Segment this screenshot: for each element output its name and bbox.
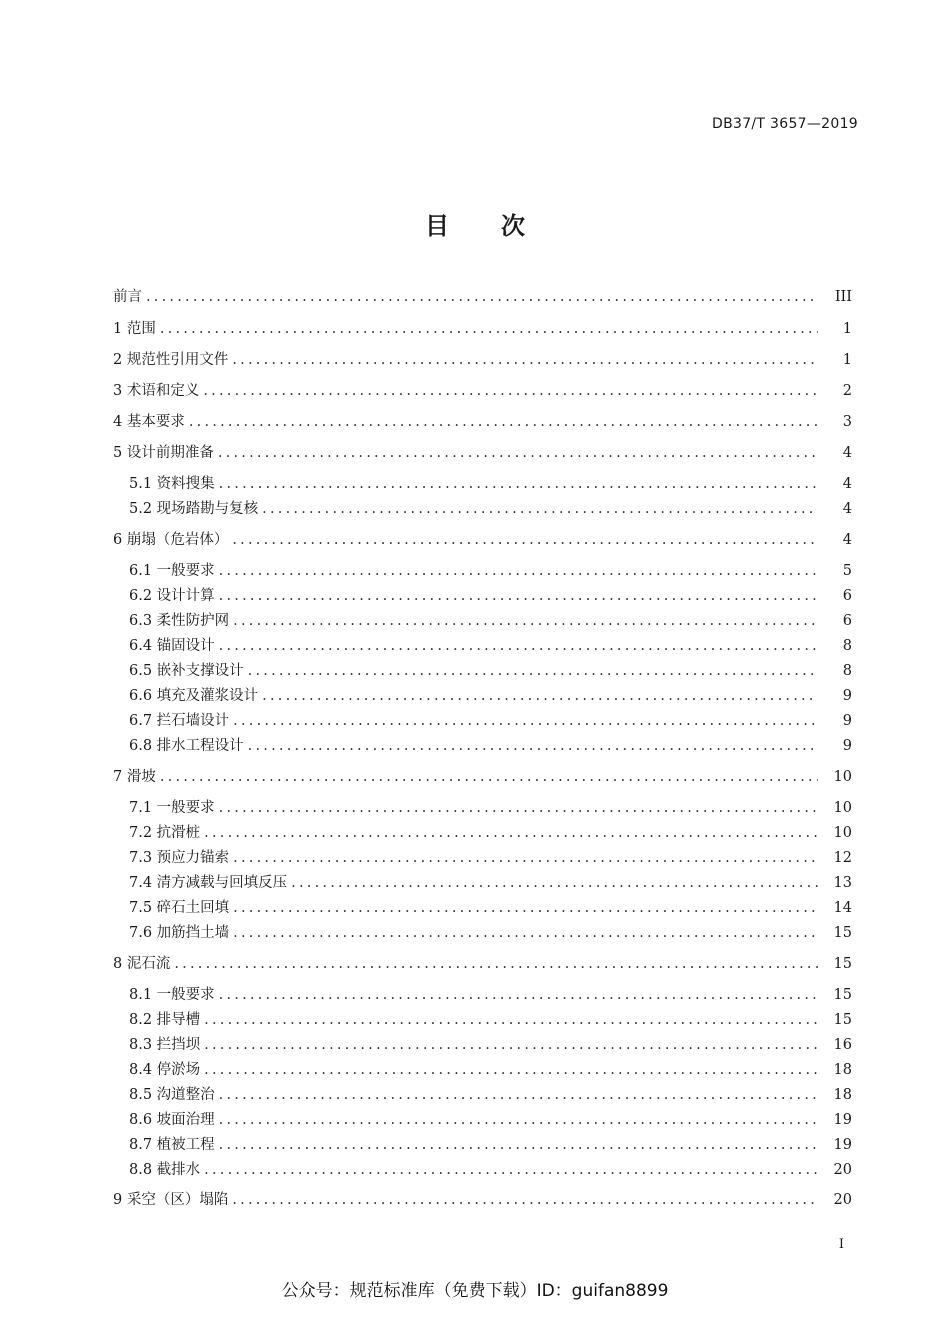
title-char-1: 目 — [425, 212, 449, 240]
dot-leader — [232, 350, 818, 370]
dot-leader — [262, 499, 818, 519]
toc-entry[interactable] — [113, 443, 852, 463]
toc-entry-page: 1 — [842, 321, 852, 337]
dot-leader — [174, 954, 818, 974]
dot-leader — [204, 1060, 818, 1080]
dot-leader — [146, 287, 818, 307]
toc-entry-label: 7.5 碎石土回填 — [129, 900, 230, 916]
toc-entry-page: 15 — [833, 956, 852, 972]
dot-leader — [219, 985, 818, 1005]
toc-entry[interactable] — [129, 1035, 852, 1055]
toc-entry-page: 16 — [833, 1037, 852, 1053]
toc-entry-label: 8.1 一般要求 — [129, 987, 215, 1003]
dot-leader — [160, 767, 818, 787]
toc-entry-label: 9 采空（区）塌陷 — [113, 1192, 229, 1208]
toc-entry-page: 14 — [833, 900, 852, 916]
toc-entry-page: 15 — [833, 1012, 852, 1028]
toc-entry[interactable] — [113, 954, 852, 974]
toc-entry-label: 6.4 锚固设计 — [129, 638, 215, 654]
toc-entry-page: 9 — [842, 688, 852, 704]
toc-entry-label: 3 术语和定义 — [113, 383, 200, 399]
toc-entry-page: 20 — [833, 1192, 852, 1208]
page-number: I — [838, 1237, 844, 1252]
toc-entry-page: 4 — [842, 476, 852, 492]
dot-leader — [232, 530, 818, 550]
dot-leader — [262, 686, 818, 706]
title-char-2: 次 — [501, 212, 525, 240]
toc-entry-page: 4 — [842, 445, 852, 461]
footer-note: 公众号：规范标准库（免费下载）ID：guifan8899 — [281, 1281, 669, 1301]
toc-entry[interactable] — [129, 1135, 852, 1155]
toc-entry-label: 5.1 资料搜集 — [129, 476, 215, 492]
toc-entry-label: 前言 — [113, 289, 142, 305]
toc-entry-page: 9 — [842, 713, 852, 729]
dot-leader — [189, 412, 818, 432]
toc-entry-page: 19 — [833, 1112, 852, 1128]
toc-entry-page: 15 — [833, 925, 852, 941]
toc-entry-label: 7.1 一般要求 — [129, 800, 215, 816]
toc-entry-label: 7.3 预应力锚索 — [129, 850, 230, 866]
dot-leader — [218, 443, 818, 463]
toc-entry[interactable] — [129, 985, 852, 1005]
toc-entry-page: 10 — [833, 825, 852, 841]
dot-leader — [219, 1135, 818, 1155]
toc-entry-page: 6 — [842, 613, 852, 629]
toc-entry[interactable] — [113, 767, 852, 787]
toc-entry[interactable] — [129, 711, 852, 731]
toc-entry-label: 8.7 植被工程 — [129, 1137, 215, 1153]
toc-entry-label: 8.3 拦挡坝 — [129, 1037, 201, 1053]
dot-leader — [232, 1190, 818, 1210]
toc-entry-label: 6.5 嵌补支撑设计 — [129, 663, 244, 679]
toc-entry[interactable] — [129, 736, 852, 756]
dot-leader — [204, 1010, 818, 1030]
dot-leader — [233, 898, 818, 918]
toc-entry-label: 2 规范性引用文件 — [113, 352, 229, 368]
dot-leader — [219, 586, 818, 606]
toc-entry-label: 8.6 坡面治理 — [129, 1112, 215, 1128]
toc-entry-label: 6.1 一般要求 — [129, 563, 215, 579]
toc-entry-label: 8.8 截排水 — [129, 1162, 201, 1178]
toc-entry-page: 4 — [842, 501, 852, 517]
toc-entry-label: 6.2 设计计算 — [129, 588, 215, 604]
toc-entry-page: 1 — [842, 352, 852, 368]
toc-entry-page: 3 — [842, 414, 852, 430]
toc-entry[interactable] — [129, 1010, 852, 1030]
toc-entry[interactable] — [129, 686, 852, 706]
dot-leader — [291, 873, 818, 893]
toc-entry-label: 5.2 现场踏勘与复核 — [129, 501, 259, 517]
toc-entry-page: 12 — [833, 850, 852, 866]
toc-entry-label: 6.6 填充及灌浆设计 — [129, 688, 259, 704]
toc-entry-page: 20 — [833, 1162, 852, 1178]
dot-leader — [160, 319, 818, 339]
toc-entry[interactable] — [113, 412, 852, 432]
toc-entry-page: 9 — [842, 738, 852, 754]
toc-entry[interactable] — [129, 1110, 852, 1130]
toc-entry-page: 5 — [842, 563, 852, 579]
toc-entry-label: 7 滑坡 — [113, 769, 156, 785]
toc-entry[interactable] — [113, 1190, 852, 1210]
toc-entry[interactable] — [113, 350, 852, 370]
toc-entry[interactable] — [129, 823, 852, 843]
toc-entry-label: 8 泥石流 — [113, 956, 171, 972]
toc-entry-label: 4 基本要求 — [113, 414, 185, 430]
toc-entry-label: 8.5 沟道整治 — [129, 1087, 215, 1103]
toc-entry-page: III — [834, 289, 852, 305]
dot-leader — [248, 661, 818, 681]
dot-leader — [219, 1085, 818, 1105]
toc-entry[interactable] — [129, 1060, 852, 1080]
toc-entry-page: 15 — [833, 987, 852, 1003]
dot-leader — [219, 1110, 818, 1130]
toc-entry[interactable] — [129, 1085, 852, 1105]
dot-leader — [203, 381, 818, 401]
dot-leader — [233, 711, 818, 731]
toc-entry-label: 6 崩塌（危岩体） — [113, 532, 229, 548]
toc-entry-page: 8 — [842, 663, 852, 679]
toc-entry[interactable] — [129, 561, 852, 581]
toc-entry[interactable] — [129, 898, 852, 918]
toc-entry-page: 18 — [833, 1062, 852, 1078]
dot-leader — [233, 923, 818, 943]
toc-entry-page: 10 — [833, 769, 852, 785]
toc-entry-label: 1 范围 — [113, 321, 156, 337]
toc-entry[interactable] — [113, 287, 852, 307]
dot-leader — [219, 636, 818, 656]
dot-leader — [233, 848, 818, 868]
dot-leader — [204, 823, 818, 843]
toc-entry-label: 6.8 排水工程设计 — [129, 738, 244, 754]
toc-entry-page: 19 — [833, 1137, 852, 1153]
toc-entry-page: 8 — [842, 638, 852, 654]
toc-entry-page: 18 — [833, 1087, 852, 1103]
toc-entry-label: 6.3 柔性防护网 — [129, 613, 230, 629]
dot-leader — [219, 798, 818, 818]
toc-entry-label: 8.2 排导槽 — [129, 1012, 201, 1028]
toc-entry-page: 10 — [833, 800, 852, 816]
dot-leader — [219, 561, 818, 581]
toc-entry[interactable] — [129, 1160, 852, 1180]
toc-entry-label: 5 设计前期准备 — [113, 445, 214, 461]
toc-entry-page: 13 — [833, 875, 852, 891]
toc-entry[interactable] — [129, 923, 852, 943]
toc-entry-label: 7.4 清方减载与回填反压 — [129, 875, 288, 891]
document-code: DB37/T 3657—2019 — [712, 116, 858, 132]
toc-entry[interactable] — [113, 530, 852, 550]
toc-entry[interactable] — [129, 474, 852, 494]
dot-leader — [204, 1035, 818, 1055]
toc-entry[interactable] — [113, 319, 852, 339]
toc-entry-label: 7.2 抗滑桩 — [129, 825, 201, 841]
toc-entry[interactable] — [129, 586, 852, 606]
dot-leader — [248, 736, 818, 756]
toc-entry[interactable] — [129, 499, 852, 519]
toc-entry[interactable] — [113, 381, 852, 401]
toc-entry-page: 4 — [842, 532, 852, 548]
toc-entry[interactable] — [129, 611, 852, 631]
toc-entry-label: 6.7 拦石墙设计 — [129, 713, 230, 729]
dot-leader — [219, 474, 818, 494]
toc-entry-label: 8.4 停淤场 — [129, 1062, 201, 1078]
toc-entry[interactable] — [129, 798, 852, 818]
dot-leader — [204, 1160, 818, 1180]
toc-entry[interactable] — [129, 661, 852, 681]
toc-entry-page: 6 — [842, 588, 852, 604]
toc-entry[interactable] — [129, 848, 852, 868]
dot-leader — [233, 611, 818, 631]
toc-entry-page: 2 — [842, 383, 852, 399]
toc-entry-label: 7.6 加筋挡土墙 — [129, 925, 230, 941]
toc-entry[interactable] — [129, 873, 852, 893]
toc-entry[interactable] — [129, 636, 852, 656]
